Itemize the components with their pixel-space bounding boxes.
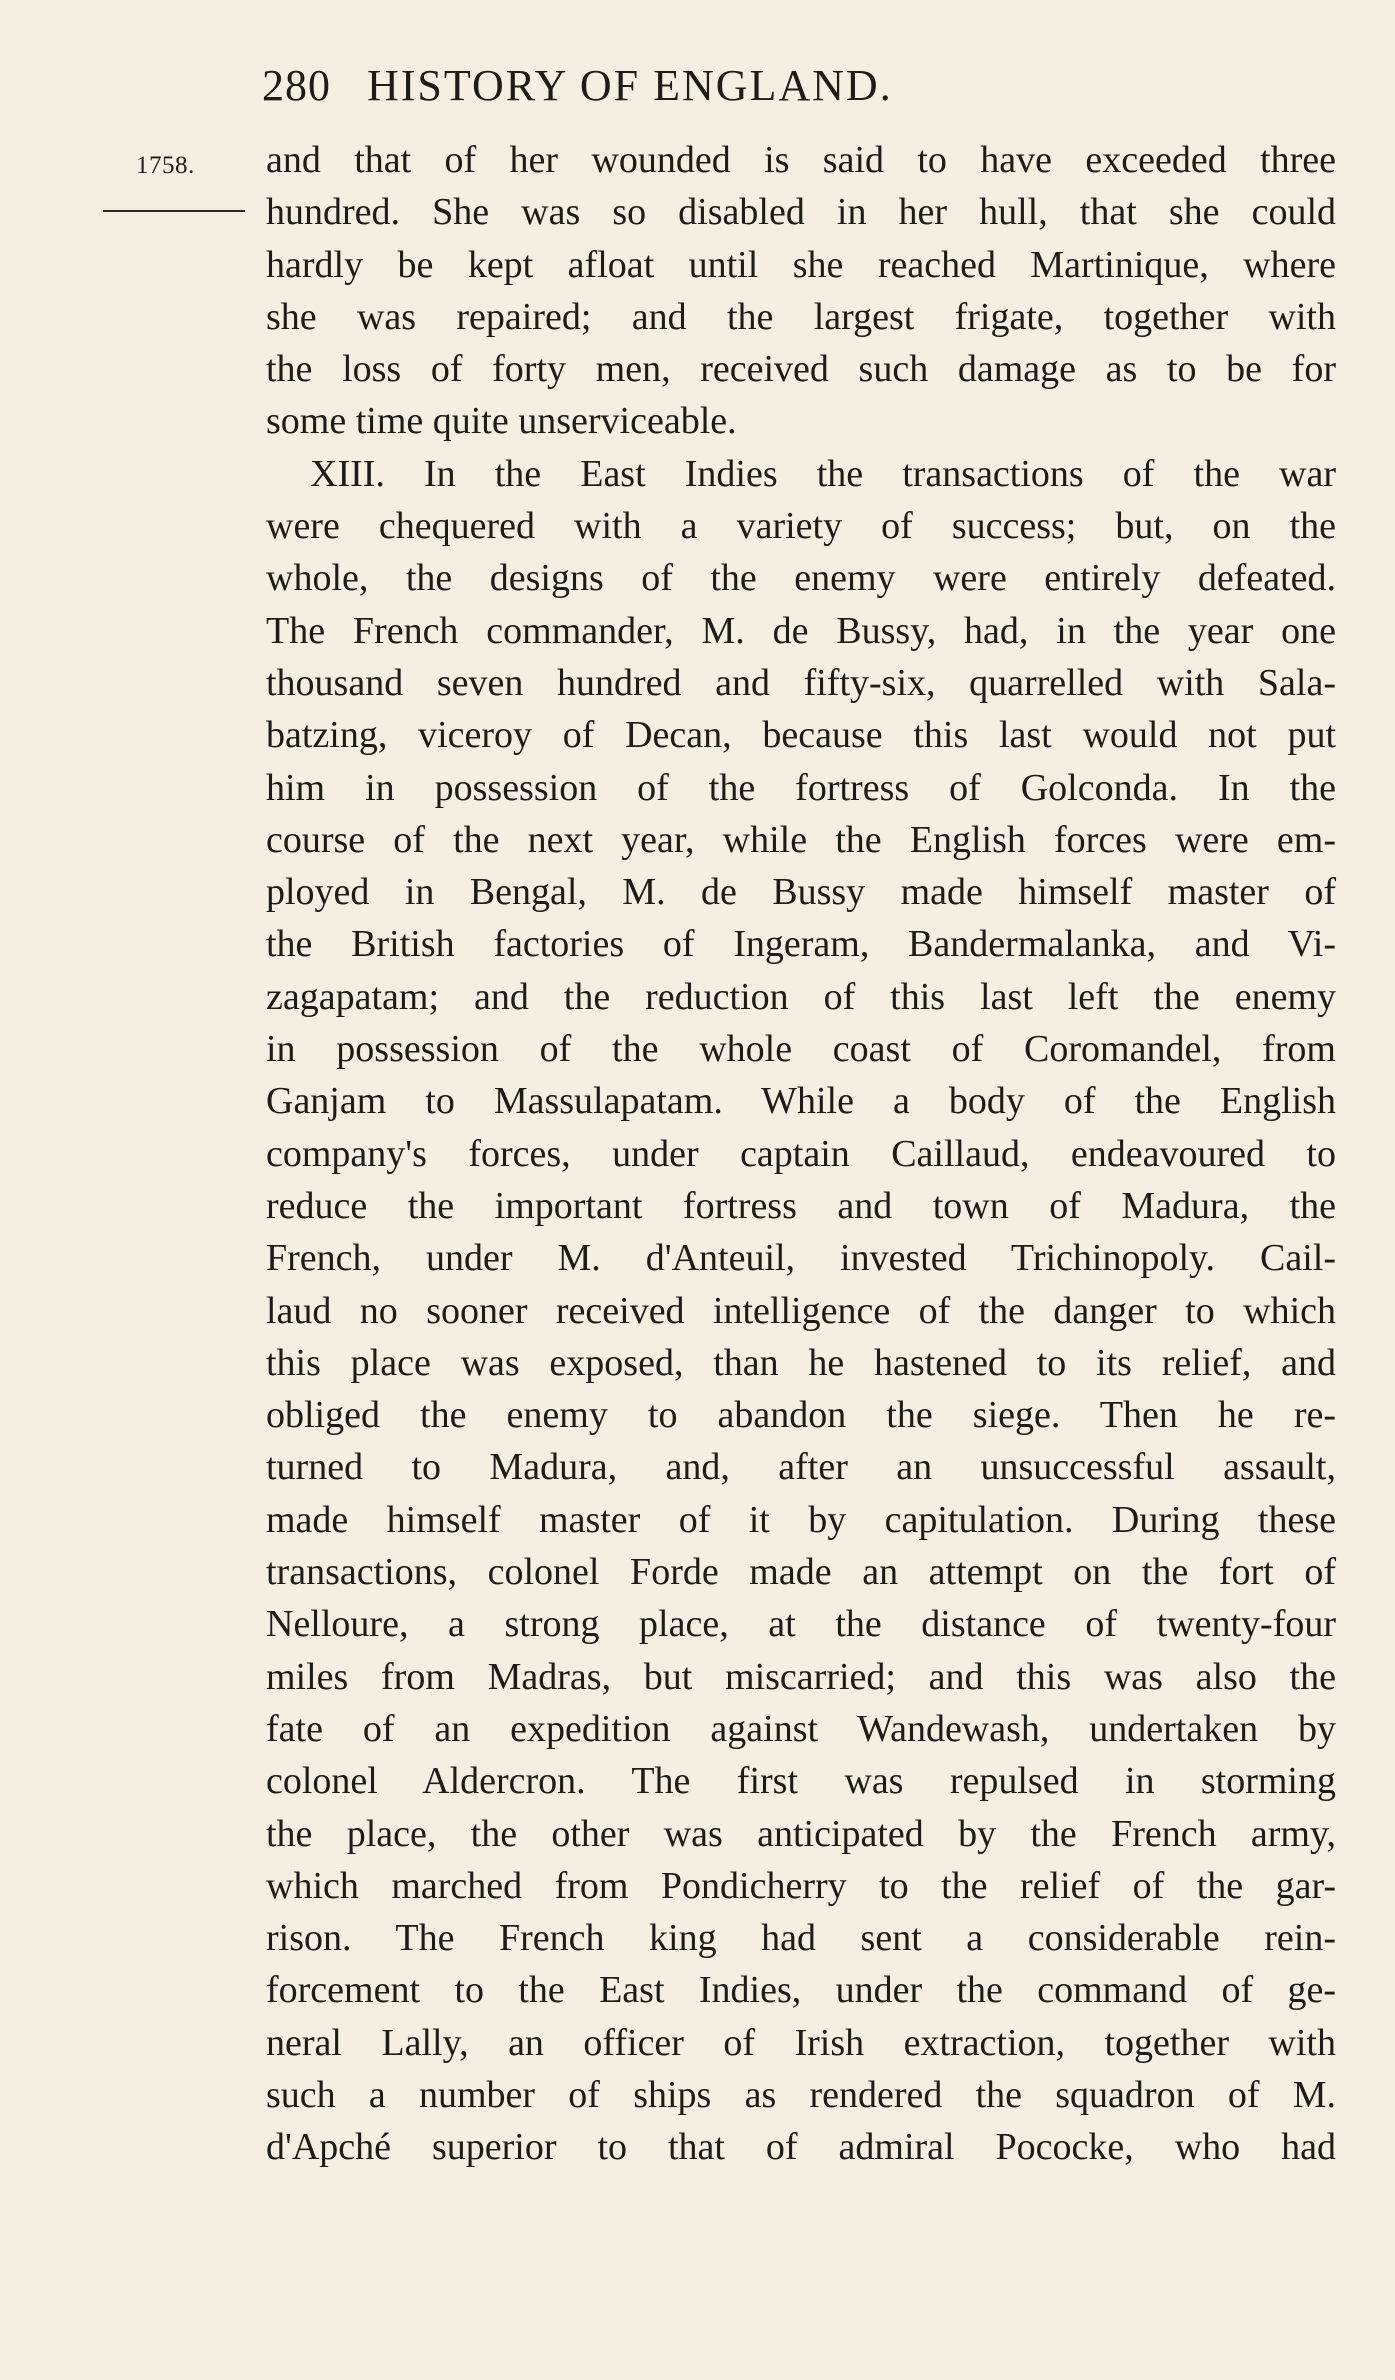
running-head (262, 60, 1142, 120)
text-line: fate of an expedition against Wandewash, undertaken by (266, 1707, 1336, 1750)
page-number: 280 (262, 61, 331, 110)
text-line: The French commander, M. de Bussy, had, in the year one (266, 609, 1336, 652)
text-line: Ganjam to Massulapatam. While a body of the English (266, 1080, 1336, 1123)
text-line: and that of her wounded is said to have exceeded three (266, 139, 1336, 181)
body-text (266, 134, 1336, 2174)
text-line: batzing, viceroy of Decan, because this last would not put (266, 714, 1336, 757)
text-line: d'Apché superior to that of admiral Pococke, who had (266, 2126, 1336, 2169)
text-line: neral Lally, an officer of Irish extraction, together with (266, 2021, 1336, 2064)
text-line: company's forces, under captain Caillaud, endeavoured to (266, 1132, 1336, 1175)
text-line: laud no sooner received intelligence of the danger to which (266, 1289, 1336, 1332)
text-line: in possession of the whole coast of Coromandel, from (266, 1028, 1336, 1071)
text-line: such a number of ships as rendered the squadron of M. (266, 2073, 1336, 2116)
text-line: were chequered with a variety of success; but, on the (266, 505, 1336, 548)
text-line: the loss of forty men, received such damage as to be for (266, 348, 1336, 391)
text-line: miles from Madras, but miscarried; and this was also the (266, 1655, 1336, 1698)
text-line: the place, the other was anticipated by the French army, (266, 1812, 1336, 1855)
text-line: him in possession of the fortress of Golconda. In the (266, 766, 1336, 809)
text-line: turned to Madura, and, after an unsuccessful assault, (266, 1446, 1336, 1489)
text-line: forcement to the East Indies, under the command of ge- (266, 1969, 1336, 2012)
text-line: thousand seven hundred and fifty-six, quarrelled with Sala- (266, 661, 1336, 704)
text-line: this place was exposed, than he hastened to its relief, and (266, 1341, 1336, 1384)
page-title: HISTORY OF ENGLAND. (367, 61, 893, 110)
margin-rule (103, 210, 245, 212)
text-line: she was repaired; and the largest frigate, together with (266, 295, 1336, 338)
text-line: XIII. In the East Indies the transactions of the war (310, 452, 1336, 495)
text-line: course of the next year, while the English forces were em- (266, 818, 1336, 861)
text-line: obliged the enemy to abandon the siege. Then he re- (266, 1394, 1336, 1437)
text-line: reduce the important fortress and town of Madura, the (266, 1184, 1336, 1227)
text-line: zagapatam; and the reduction of this last left the enemy (266, 975, 1336, 1018)
text-line: which marched from Pondicherry to the relief of the gar- (266, 1864, 1336, 1907)
text-line: Nelloure, a strong place, at the distance of twenty-four (266, 1603, 1336, 1646)
text-line: rison. The French king had sent a considerable rein- (266, 1917, 1336, 1960)
text-line: hardly be kept afloat until she reached Martinique, where (266, 243, 1336, 286)
text-line: colonel Aldercron. The first was repulsed in storming (266, 1760, 1336, 1803)
text-line: whole, the designs of the enemy were entirely defeated. (266, 557, 1336, 600)
margin-year: 1758. (136, 152, 195, 179)
text-line: the British factories of Ingeram, Bandermalanka, and Vi- (266, 923, 1336, 966)
text-line: made himself master of it by capitulation. During these (266, 1498, 1336, 1541)
text-line: French, under M. d'Anteuil, invested Trichinopoly. Cail- (266, 1237, 1336, 1280)
text-line: transactions, colonel Forde made an attempt on the fort of (266, 1551, 1336, 1594)
text-line: ployed in Bengal, M. de Bussy made himself master of (266, 871, 1336, 914)
text-line: some time quite unserviceable. (266, 400, 737, 443)
text-line: hundred. She was so disabled in her hull, that she could (266, 191, 1336, 234)
